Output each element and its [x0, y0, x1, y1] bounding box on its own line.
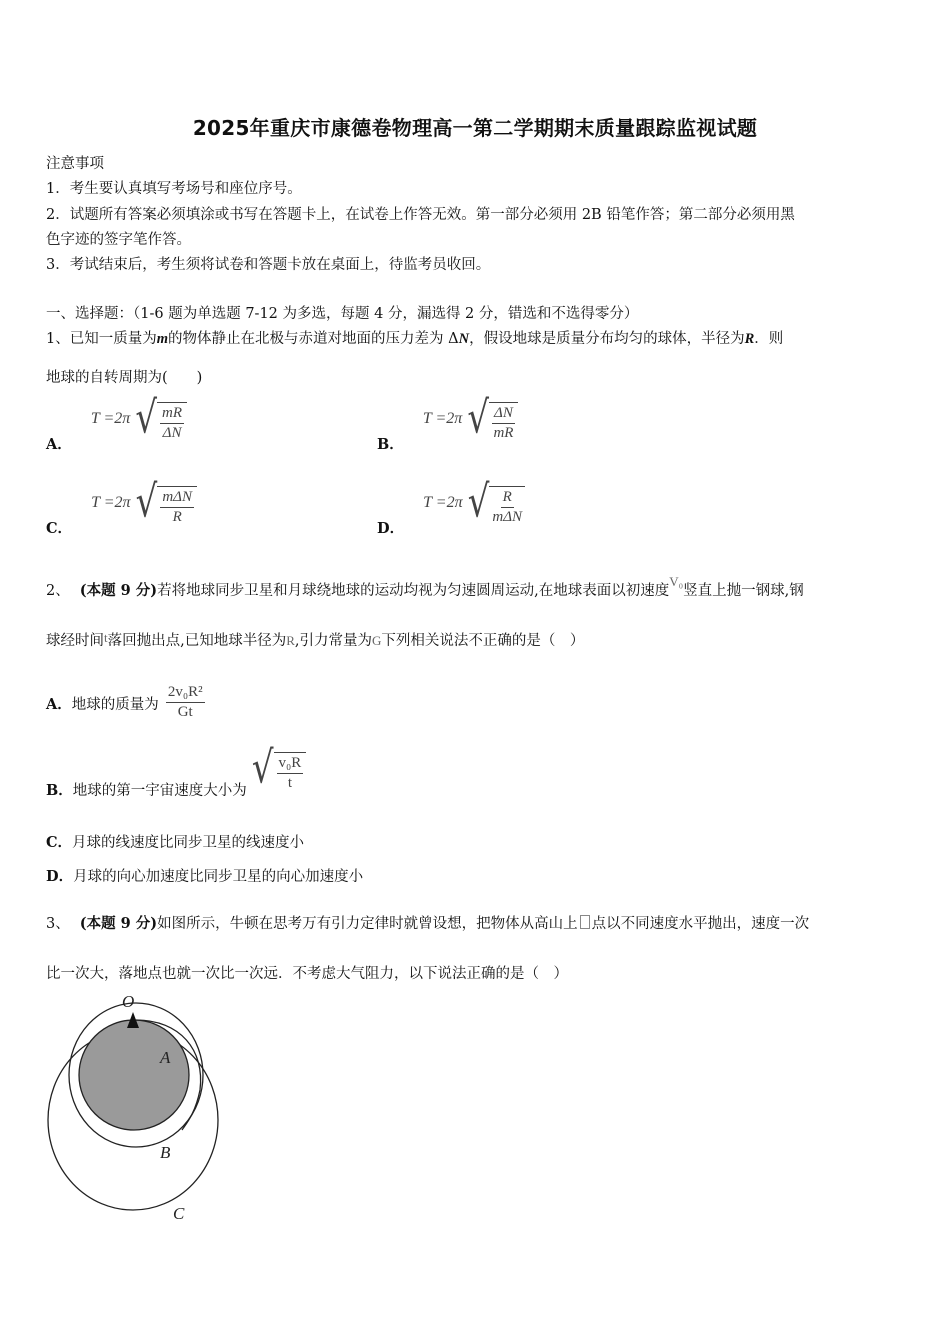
- q3-stem-line2: 比一次大，落地点也就一次比一次远．不考虑大气阻力，以下说法正确的是（ ）: [46, 966, 568, 982]
- q1-stem-part: 的物体静止在北极与赤道对地面的压力差为 Δ: [168, 331, 459, 347]
- q2-var-v0: V₀: [669, 574, 684, 589]
- q1-option-d[interactable]: [377, 476, 525, 537]
- option-label: B．: [377, 435, 404, 453]
- fraction-numerator: v₀R: [277, 755, 304, 774]
- notice-heading: 注意事项: [46, 156, 104, 172]
- option-label: C．: [46, 519, 73, 537]
- notice-item-2: 2．试题所有答案必须填涂或书写在答题卡上，在试卷上作答无效。第一部分必须用 2B 铅笔作答；第二部分必须用黑: [46, 207, 795, 223]
- label-o: O: [122, 992, 135, 1011]
- fraction-denominator: Gt: [177, 704, 193, 720]
- q2-stem-line2: [46, 629, 584, 650]
- fraction-numerator: mR: [160, 405, 184, 424]
- q1-option-a[interactable]: [46, 392, 187, 453]
- q2-var-t: t: [104, 630, 108, 645]
- q1-var-n: N: [458, 331, 470, 347]
- option-label: B．: [46, 781, 73, 799]
- sqrt-formula: [135, 476, 197, 529]
- q1-var-r: R: [744, 331, 755, 347]
- q1-stem-line2: 地球的自转周期为( ): [46, 370, 203, 386]
- option-label: A．: [46, 696, 72, 713]
- option-label: A．: [46, 435, 72, 453]
- q2-stem: [46, 574, 804, 600]
- sqrt-icon: √: [467, 392, 490, 445]
- q1-option-b[interactable]: [377, 392, 518, 453]
- q3-number: 3、: [46, 916, 70, 932]
- q2-stem-part: 落回抛出点,已知地球半径为: [107, 633, 287, 649]
- formula-lhs: T =2π: [90, 409, 131, 427]
- page-title: 2025年重庆市康德卷物理高一第二学期期末质量跟踪监视试题: [192, 116, 758, 140]
- notice-item-3: 3．考试结束后，考生须将试卷和答题卡放在桌面上，待监考员收回。: [46, 257, 491, 273]
- fraction-numerator: mΔN: [160, 489, 194, 508]
- q2-option-d[interactable]: [46, 865, 363, 886]
- q2-option-c[interactable]: [46, 831, 304, 852]
- newton-cannon-figure: [40, 990, 240, 1230]
- sqrt-icon: √: [251, 742, 274, 795]
- fraction-numerator: R: [501, 489, 514, 508]
- q3-stem-part: 点以不同速度水平抛出，速度一次: [591, 916, 810, 932]
- q1-stem: [46, 327, 783, 348]
- q2-var-r: R: [286, 633, 295, 648]
- label-c: C: [173, 1204, 185, 1223]
- fraction-denominator: t: [287, 775, 292, 791]
- q2a-fraction: [166, 684, 205, 721]
- q2-var-g: G: [372, 633, 382, 648]
- sqrt-formula: [467, 476, 525, 529]
- fraction-numerator: ΔN: [492, 405, 515, 424]
- missing-glyph-icon: [580, 915, 590, 929]
- sqrt-formula: [467, 392, 517, 445]
- label-b: B: [160, 1143, 171, 1162]
- earth-circle: [79, 1020, 189, 1130]
- q2-option-b[interactable]: [46, 742, 306, 799]
- sqrt-icon: √: [467, 476, 490, 529]
- option-text: 地球的质量为: [71, 697, 159, 713]
- sqrt-formula: [251, 742, 306, 795]
- fraction-numerator: 2v₀R²: [166, 684, 205, 703]
- option-label: D．: [377, 519, 405, 537]
- fraction-denominator: ΔN: [162, 425, 182, 441]
- option-label: D．: [46, 868, 74, 885]
- option-text: 月球的线速度比同步卫星的线速度小: [72, 835, 305, 851]
- q3-points: (本题 9 分): [79, 915, 158, 932]
- q2-stem-part: 下列相关说法不正确的是（ ）: [381, 633, 585, 649]
- q2-number: 2、: [46, 583, 70, 599]
- option-text: 月球的向心加速度比同步卫星的向心加速度小: [73, 869, 364, 885]
- q2-stem-part: 竖直上抛一钢球,钢: [683, 583, 804, 599]
- q2-stem-part: 球经时间: [46, 633, 104, 649]
- notice-item-1: 1．考生要认真填写考场号和座位序号。: [46, 181, 302, 197]
- q2-points: (本题 9 分): [79, 582, 158, 599]
- option-label: C．: [46, 834, 73, 851]
- q1-stem-part: ．则: [754, 331, 784, 347]
- formula-lhs: T =2π: [91, 493, 131, 511]
- q1-option-c[interactable]: [46, 476, 197, 537]
- fraction-denominator: R: [172, 509, 182, 525]
- q1-var-m: m: [156, 331, 169, 347]
- q2-stem-part: 若将地球同步卫星和月球绕地球的运动均视为匀速圆周运动,在地球表面以初速度: [157, 583, 670, 599]
- formula-lhs: T =2π: [423, 493, 463, 511]
- label-a: A: [160, 1048, 171, 1067]
- sqrt-icon: √: [135, 476, 158, 529]
- sqrt-formula: [135, 392, 187, 445]
- q1-stem-part: 1、已知一质量为: [46, 331, 157, 347]
- sqrt-icon: √: [135, 392, 158, 445]
- section-heading: 一、选择题：（1-6 题为单选题 7-12 为多选，每题 4 分，漏选得 2 分，错选和不选得零分）: [46, 306, 639, 322]
- q1-stem-part: ，假设地球是质量分布均匀的球体，半径为: [469, 331, 745, 347]
- option-text: 地球的第一宇宙速度大小为: [72, 782, 247, 799]
- q3-stem-part: 如图所示，牛顿在思考万有引力定律时就曾设想，把物体从高山上: [157, 916, 578, 932]
- fraction-denominator: mΔN: [492, 509, 523, 525]
- q2-option-a[interactable]: [46, 660, 205, 720]
- q3-stem: [46, 912, 809, 933]
- formula-lhs: T =2π: [422, 409, 463, 427]
- q2-stem-part: ,引力常量为: [294, 633, 373, 649]
- notice-item-2-cont: 色字迹的签字笔作答。: [46, 232, 191, 248]
- fraction-denominator: mR: [493, 425, 514, 441]
